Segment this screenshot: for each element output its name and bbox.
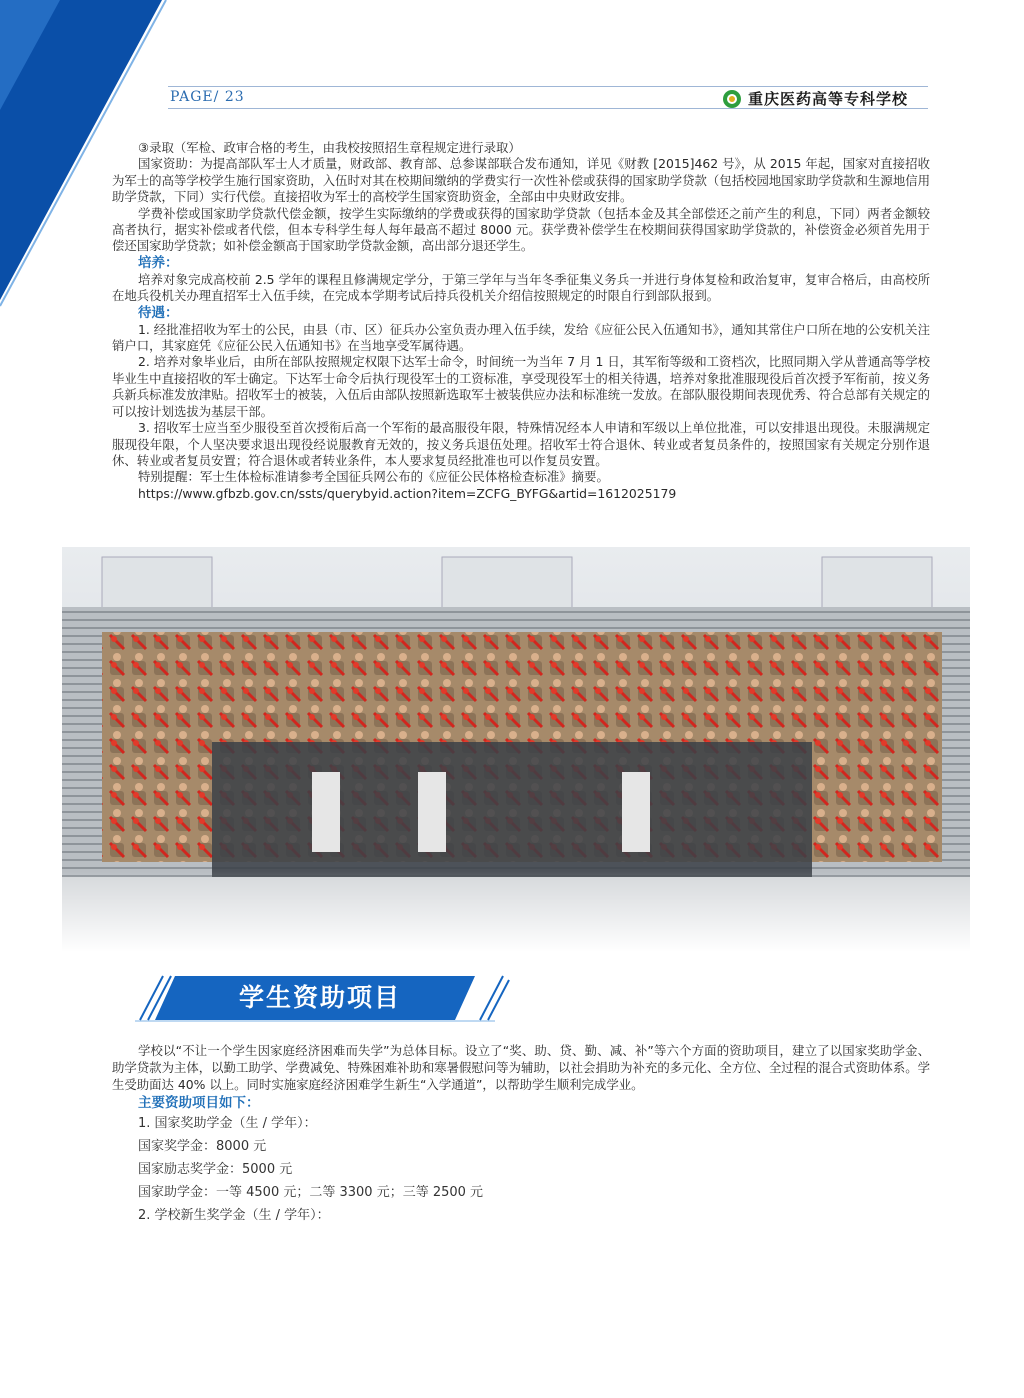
benefit-item: 1. 经批准招收为军士的公民，由县（市、区）征兵办公室负责办理入伍手续，发给《应征公民入伍通知书》，通知其常住户口所在地的公安机关注销户口，其家庭凭《应征公民入伍通知书》在当地享受军属待遇。 — [112, 321, 930, 354]
aid-item: 1. 国家奖助学金（生 / 学年）： — [138, 1116, 317, 1131]
aid-item: 国家励志奖学金：5000 元 — [138, 1162, 293, 1177]
school-name: 重庆医药高等专科学校 — [748, 90, 909, 108]
reference-url: https://www.gfbzb.gov.cn/ssts/querybyid.action?item=ZCFG_BYFG&artid=1612025179 — [138, 485, 677, 501]
benefit-item: 3. 招收军士应当至少服役至首次授衔后高一个军衔的最高服役年限，特殊情况经本人申请和军级以上单位批准，可以安排退出现役。未服满规定服现役年限，个人坚决要求退出现役经说服教育无效的，按义务兵退伍处理。招收军士符合退休、转业或者复员条件的，按照国家有关规定分别作退休、转业或者复员安置；符合退休或者转业条件，本人要求复员经批准也可以作复员安置。 — [112, 420, 930, 468]
paragraph-subsidy: 国家资助：为提高部队军士人才质量，财政部、教育部、总参谋部联合发布通知，详见《财教 [2015]462 号》，从 2015 年起，国家对直接招收为军士的高等学校学生施行国家资助，入伍时对其在校期间缴纳的学费实行一次性补偿或获得的国家助学贷款（包括校园地国家助学贷款和生源地信用助学贷款，下同）实行代偿。直接招收为军士的高校学生国家资助资金，全部由中央财政安排。 — [112, 156, 930, 205]
section-title: 学生资助项目 — [238, 983, 401, 1012]
aid-item: 2. 学校新生奖学金（生 / 学年）： — [138, 1208, 330, 1223]
aid-intro: 学校以“不让一个学生因家庭经济困难而失学”为总体目标。设立了“奖、助、贷、勤、减、补”等六个方面的资助项目，建立了以国家奖助学金、助学贷款为主体，以勤工助学、学费减免、特殊困难补助和寒暑假慰问等为辅助，以社会捐助为补充的多元化、全方位、全过程的混合式资助体系。学生受助面达 40% 以上。同时实施家庭经济困难学生新生“入学通道”，以帮助学生顺利完成学业。 — [112, 1043, 930, 1092]
aid-section — [112, 1042, 930, 1227]
aid-item: 国家奖学金：8000 元 — [138, 1139, 267, 1154]
school-logo-group — [722, 88, 908, 109]
reminder-text: 特别提醒：军士生体检标准请参考全国征兵网公布的《应征公民体格检查标准》摘要。 — [138, 469, 609, 485]
benefit-item: 2. 培养对象毕业后，由所在部队按照规定权限下达军士命令，时间统一为当年 7 月 1 日，其军衔等级和工资档次，比照同期入学从普通高等学校毕业生中直接招收的军士确定。下达军士命令后执行现役军士的工资标准，享受现役军士的相关待遇，培养对象批准服现役后首次授予军衔前，按义务兵新兵标准发放津贴。招收军士的被装，入伍后由部队按照新选取军士被装供应办法和标准统一发放。在部队服役期间表现优秀、符合总部有关规定的可以按计划选拔为基层干部。 — [112, 354, 930, 419]
paragraph-compensation: 学费补偿或国家助学贷款代偿金额，按学生实际缴纳的学费或获得的国家助学贷款（包括本金及其全部偿还之前产生的利息，下同）两者金额较高者执行，据实补偿或者代偿，但本专科学生每人每年最高不超过 8000 元。获学费补偿学生在校期间获得国家助学贷款的，补偿资金必须首先用于偿还国家助学贷款；如补偿金额高于国家助学贷款金额，高出部分退还学生。 — [112, 205, 930, 254]
school-emblem-icon — [722, 89, 742, 109]
admission-line: ③录取（军检、政审合格的考生，由我校按照招生章程规定进行录取） — [138, 140, 521, 155]
enrollment-section — [112, 140, 930, 502]
header-rule-top — [168, 86, 928, 87]
aid-item: 国家助学金：一等 4500 元；二等 3300 元；三等 2500 元 — [138, 1185, 484, 1200]
group-photo — [62, 547, 970, 952]
page-number: PAGE/ 23 — [170, 89, 245, 105]
training-text: 培养对象完成高校前 2.5 学年的课程且修满规定学分，于第三学年与当年冬季征集义务兵一并进行身体复检和政治复审，复审合格后，由高校所在地兵役机关办理直招军士入伍手续，在完成本学期考试后持兵役机关介绍信按照规定的时限自行到部队报到。 — [112, 271, 930, 304]
benefits-heading: 待遇： — [138, 304, 179, 321]
training-heading: 培养： — [138, 254, 179, 271]
aid-main-heading: 主要资助项目如下： — [138, 1095, 260, 1111]
